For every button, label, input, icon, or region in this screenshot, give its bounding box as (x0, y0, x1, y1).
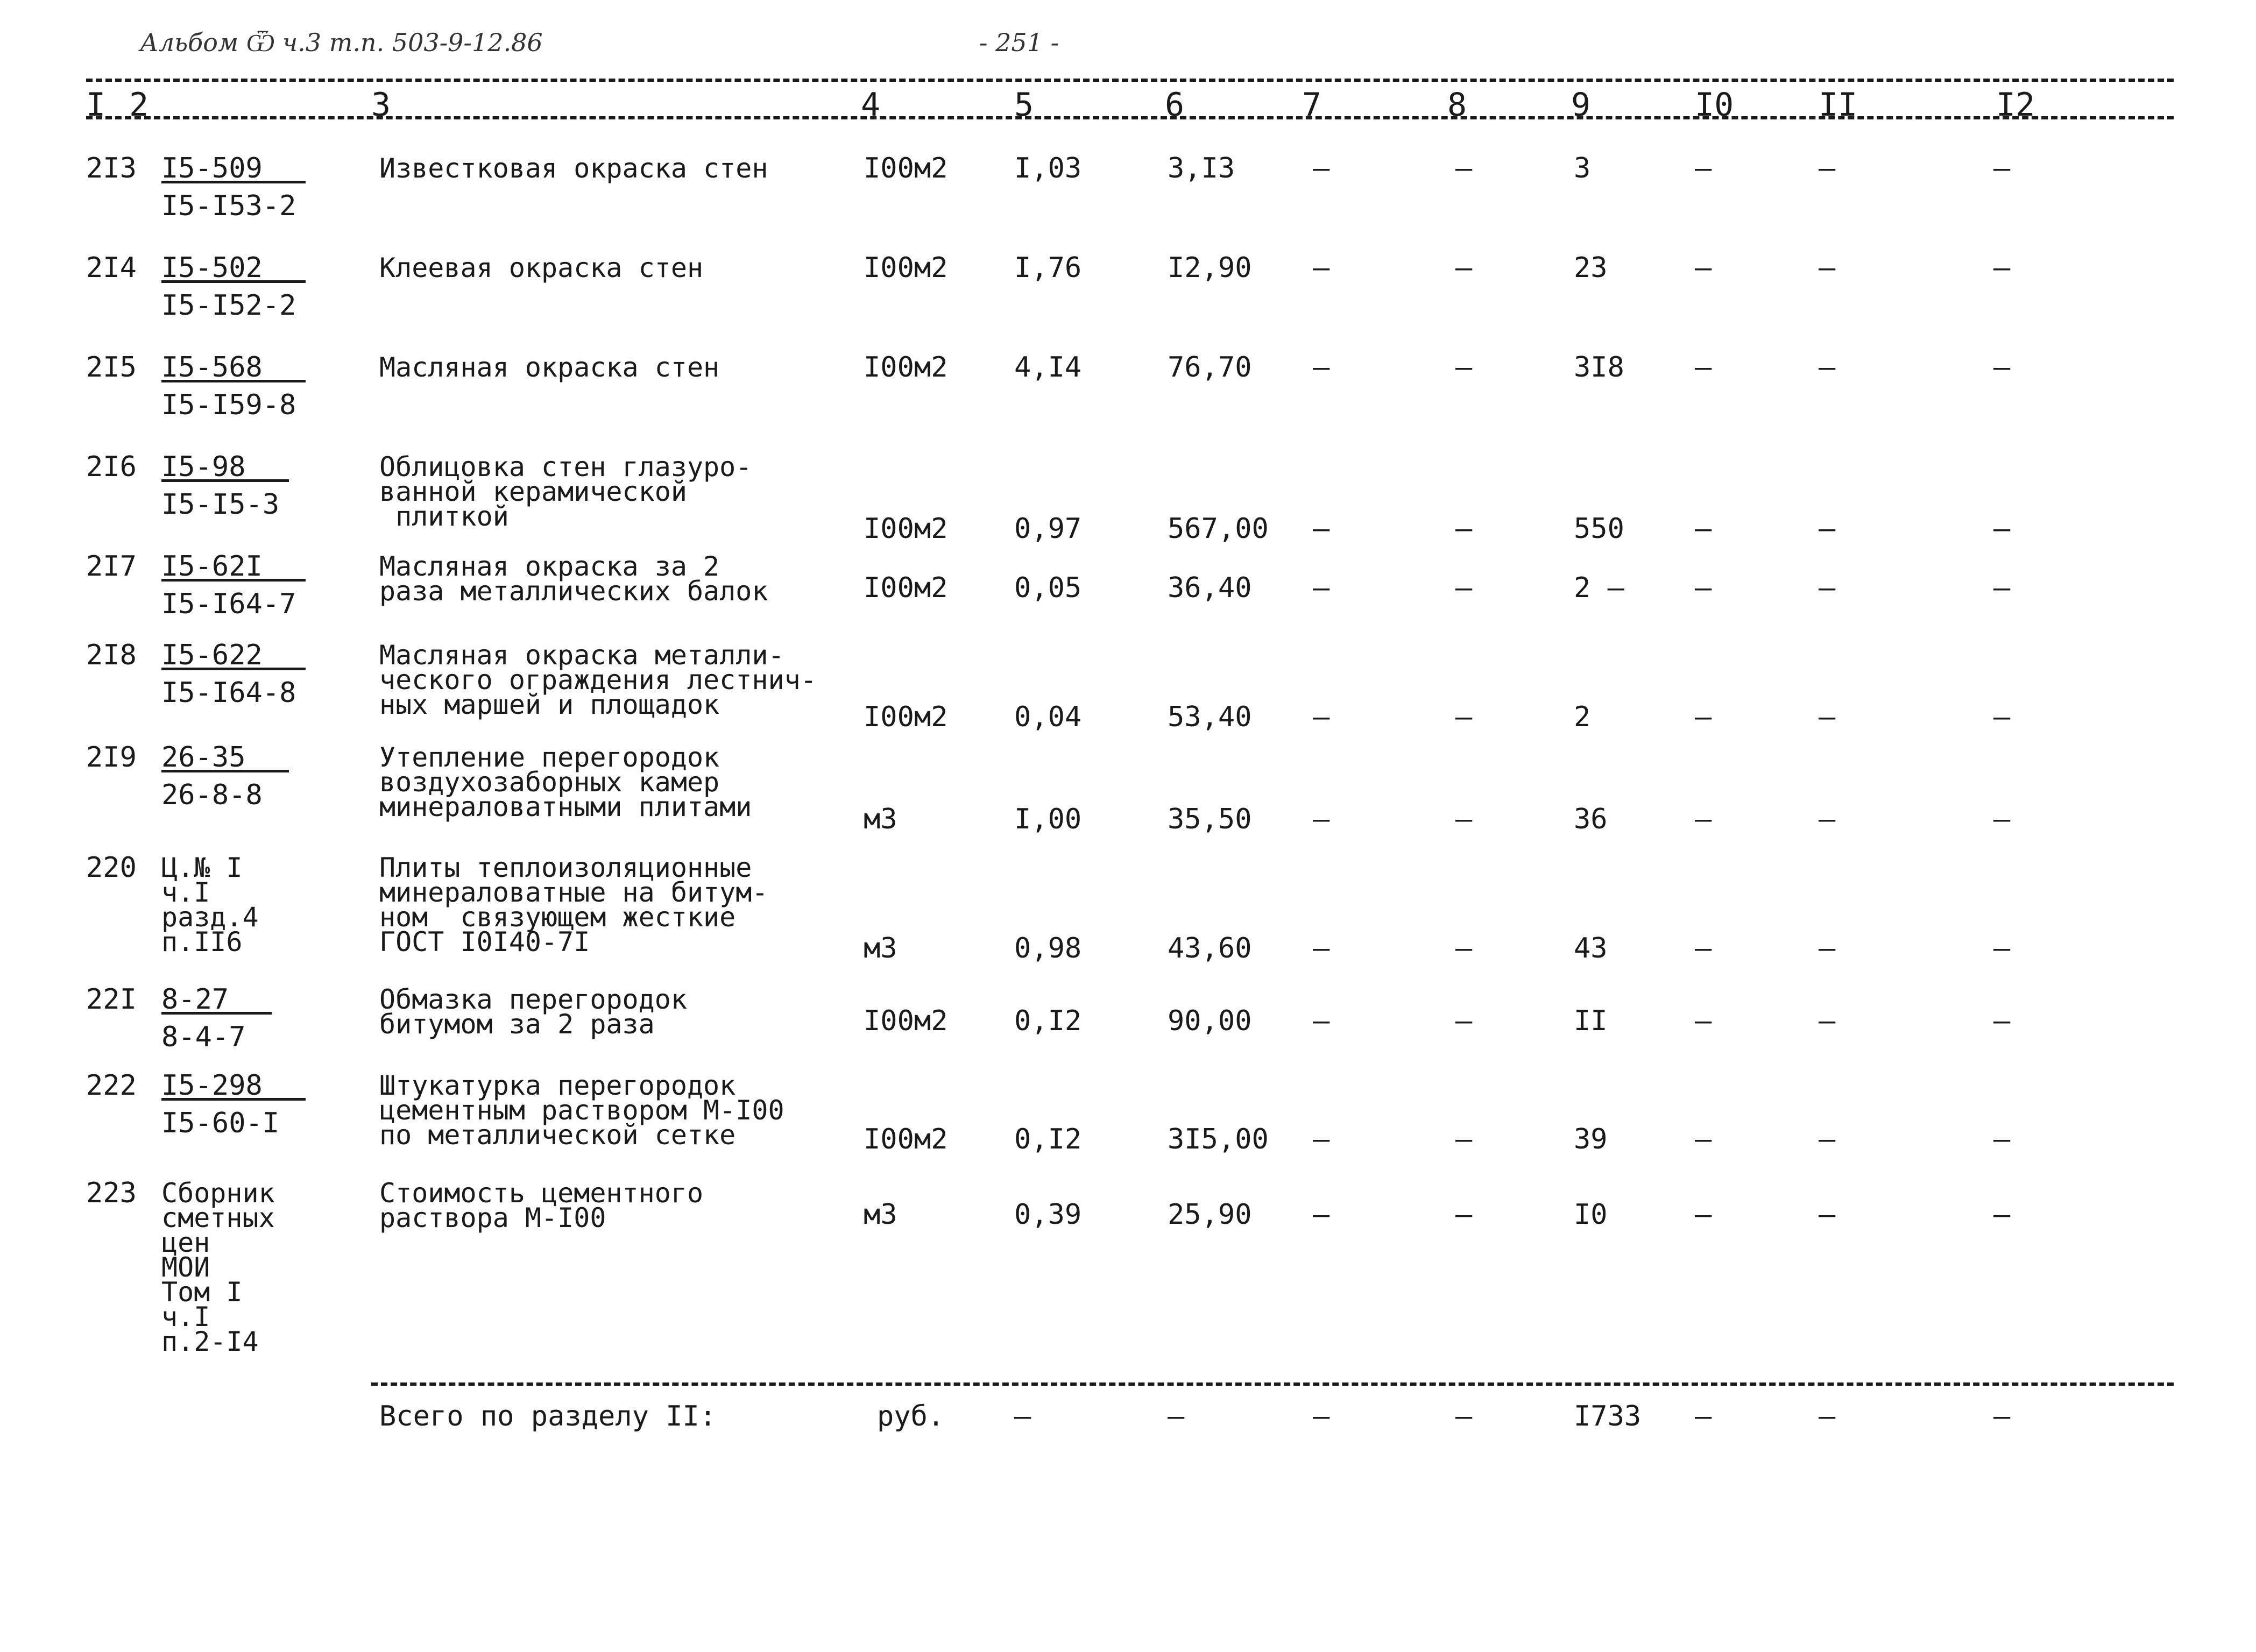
quantity-cell: 0,39 (1014, 1199, 1082, 1231)
norm-code: I5-98 (161, 455, 289, 482)
col8-cell: – (1455, 1005, 1473, 1037)
work-description: Масляная окраска за 2 раза металлических балок (379, 551, 768, 607)
norm-subcode: I5-60-I (161, 1107, 280, 1139)
unit-price-cell: 25,90 (1168, 1199, 1252, 1231)
total-col10: – (1695, 1400, 1712, 1433)
unit-price-cell: 567,00 (1168, 513, 1269, 545)
row-number: 223 (86, 1177, 137, 1209)
norm-subcode: I5-I53-2 (161, 190, 296, 222)
col11-cell: – (1819, 803, 1836, 835)
col9-cell: 2 (1574, 701, 1591, 733)
col8-cell: – (1455, 701, 1473, 733)
total-unit: руб. (877, 1400, 945, 1433)
norm-code: I5-62I (161, 554, 306, 582)
total-col12: – (1993, 1400, 2011, 1433)
col8-cell: – (1455, 572, 1473, 604)
norm-subcode: I5-I52-2 (161, 289, 296, 322)
album-reference: Альбом Ѿ ч.3 т.п. 503-9-12.86 (140, 28, 543, 57)
col7-cell: – (1313, 351, 1330, 384)
col9-cell: 2 – (1574, 572, 1624, 604)
unit-cell: I00м2 (864, 252, 948, 284)
unit-cell: I00м2 (864, 1123, 948, 1155)
row-number: 2I9 (86, 741, 137, 774)
norm-reference: Ц.№ I ч.I разд.4 п.II6 (161, 852, 259, 958)
unit-cell: м3 (864, 1199, 897, 1231)
col11-cell: – (1819, 252, 1836, 284)
col8-cell: – (1455, 351, 1473, 384)
norm-subcode: I5-I64-8 (161, 677, 296, 709)
row-number: 2I4 (86, 252, 137, 284)
total-col11: – (1819, 1400, 1836, 1433)
unit-price-cell: 36,40 (1168, 572, 1252, 604)
col11-cell: – (1819, 1123, 1836, 1155)
col12-cell: – (1993, 152, 2011, 185)
col11-cell: – (1819, 701, 1836, 733)
unit-price-cell: 90,00 (1168, 1005, 1252, 1037)
unit-cell: I00м2 (864, 513, 948, 545)
work-description: Обмазка перегородок битумом за 2 раза (379, 984, 687, 1040)
col11-cell: – (1819, 932, 1836, 965)
work-description: Масляная окраска металли- ческого ограждения лестнич- ных маршей и площадок (379, 640, 817, 720)
work-description: Стоимость цементного раствора М-I00 (379, 1178, 704, 1233)
col7-cell: – (1313, 1123, 1330, 1155)
col12-cell: – (1993, 1005, 2011, 1037)
col9-cell: 36 (1574, 803, 1608, 835)
row-number: 2I7 (86, 550, 137, 583)
col10-cell: – (1695, 701, 1712, 733)
column-header: 6 (1165, 86, 1185, 124)
work-description: Клеевая окраска стен (379, 252, 704, 283)
unit-price-cell: 76,70 (1168, 351, 1252, 384)
column-header: I2 (1996, 86, 2035, 124)
col8-cell: – (1455, 152, 1473, 185)
col7-cell: – (1313, 1005, 1330, 1037)
unit-price-cell: 53,40 (1168, 701, 1252, 733)
col10-cell: – (1695, 932, 1712, 965)
row-number: 2I6 (86, 451, 137, 483)
norm-subcode: I5-I59-8 (161, 389, 296, 421)
quantity-cell: I,00 (1014, 803, 1082, 835)
col7-cell: – (1313, 932, 1330, 965)
total-col9: I733 (1574, 1400, 1642, 1433)
norm-code: 8-27 (161, 987, 272, 1015)
header-rule-top (86, 79, 2174, 82)
quantity-cell: 0,98 (1014, 932, 1082, 965)
unit-price-cell: 35,50 (1168, 803, 1252, 835)
column-header: 4 (861, 86, 881, 124)
total-price: – (1168, 1400, 1185, 1433)
col12-cell: – (1993, 351, 2011, 384)
col8-cell: – (1455, 252, 1473, 284)
unit-price-cell: 43,60 (1168, 932, 1252, 965)
page-number: - 251 - (979, 28, 1059, 57)
quantity-cell: 0,I2 (1014, 1005, 1082, 1037)
col11-cell: – (1819, 152, 1836, 185)
column-header: 7 (1302, 86, 1322, 124)
quantity-cell: I,03 (1014, 152, 1082, 185)
col12-cell: – (1993, 1123, 2011, 1155)
unit-cell: I00м2 (864, 351, 948, 384)
work-description: Плиты теплоизоляционные минераловатные на битум- ном связующем жесткие ГОСТ I0I40-7I (379, 852, 768, 958)
col9-cell: 550 (1574, 513, 1624, 545)
unit-price-cell: 3I5,00 (1168, 1123, 1269, 1155)
column-header: I (86, 86, 106, 124)
column-header: 9 (1571, 86, 1591, 124)
work-description: Штукатурка перегородок цементным раствором М-I00 по металлической сетке (379, 1070, 784, 1151)
col9-cell: 23 (1574, 252, 1608, 284)
norm-code: 26-35 (161, 745, 289, 772)
col12-cell: – (1993, 252, 2011, 284)
unit-cell: I00м2 (864, 572, 948, 604)
col9-cell: 43 (1574, 932, 1608, 965)
column-header: 3 (371, 86, 391, 124)
column-header: I0 (1695, 86, 1734, 124)
col7-cell: – (1313, 1199, 1330, 1231)
norm-reference: Сборник сметных цен МОИ Том I ч.I п.2-I4 (161, 1178, 275, 1357)
norm-code: I5-622 (161, 643, 306, 670)
unit-cell: I00м2 (864, 701, 948, 733)
row-number: 2I5 (86, 351, 137, 384)
column-header: 2 (129, 86, 149, 124)
col12-cell: – (1993, 513, 2011, 545)
col7-cell: – (1313, 803, 1330, 835)
unit-cell: I00м2 (864, 152, 948, 185)
col12-cell: – (1993, 932, 2011, 965)
quantity-cell: 0,05 (1014, 572, 1082, 604)
row-number: 22I (86, 983, 137, 1016)
col12-cell: – (1993, 803, 2011, 835)
norm-subcode: I5-I5-3 (161, 488, 280, 521)
total-rule (371, 1382, 2174, 1386)
col8-cell: – (1455, 932, 1473, 965)
col11-cell: – (1819, 572, 1836, 604)
col12-cell: – (1993, 701, 2011, 733)
col10-cell: – (1695, 1005, 1712, 1037)
col10-cell: – (1695, 572, 1712, 604)
row-number: 222 (86, 1069, 137, 1102)
col11-cell: – (1819, 1005, 1836, 1037)
quantity-cell: 0,I2 (1014, 1123, 1082, 1155)
header-rule-bottom (86, 116, 2174, 119)
unit-price-cell: 3,I3 (1168, 152, 1235, 185)
norm-subcode: 8-4-7 (161, 1021, 246, 1053)
column-header: 5 (1014, 86, 1034, 124)
row-number: 2I3 (86, 152, 137, 185)
total-col8: – (1455, 1400, 1473, 1433)
col12-cell: – (1993, 572, 2011, 604)
work-description: Известковая окраска стен (379, 153, 768, 184)
col7-cell: – (1313, 152, 1330, 185)
work-description: Масляная окраска стен (379, 352, 720, 383)
unit-cell: м3 (864, 932, 897, 965)
quantity-cell: 0,04 (1014, 701, 1082, 733)
column-header: 8 (1447, 86, 1467, 124)
col9-cell: 3I8 (1574, 351, 1624, 384)
col7-cell: – (1313, 572, 1330, 604)
unit-cell: I00м2 (864, 1005, 948, 1037)
col8-cell: – (1455, 803, 1473, 835)
norm-code: I5-502 (161, 256, 306, 283)
col10-cell: – (1695, 1123, 1712, 1155)
col9-cell: II (1574, 1005, 1608, 1037)
col11-cell: – (1819, 351, 1836, 384)
col11-cell: – (1819, 1199, 1836, 1231)
col8-cell: – (1455, 1123, 1473, 1155)
quantity-cell: 0,97 (1014, 513, 1082, 545)
total-col7: – (1313, 1400, 1330, 1433)
quantity-cell: I,76 (1014, 252, 1082, 284)
col10-cell: – (1695, 513, 1712, 545)
norm-subcode: 26-8-8 (161, 779, 263, 811)
norm-code: I5-509 (161, 156, 306, 183)
work-description: Утепление перегородок воздухозаборных камер минераловатными плитами (379, 742, 752, 823)
col8-cell: – (1455, 1199, 1473, 1231)
unit-cell: м3 (864, 803, 897, 835)
col11-cell: – (1819, 513, 1836, 545)
col9-cell: I0 (1574, 1199, 1608, 1231)
col12-cell: – (1993, 1199, 2011, 1231)
work-description: Облицовка стен глазуро- ванной керамической плиткой (379, 451, 752, 532)
col7-cell: – (1313, 513, 1330, 545)
quantity-cell: 4,I4 (1014, 351, 1082, 384)
norm-subcode: I5-I64-7 (161, 588, 296, 620)
total-label: Всего по разделу II: (379, 1400, 717, 1433)
col10-cell: – (1695, 351, 1712, 384)
row-number: 220 (86, 852, 137, 884)
norm-code: I5-298 (161, 1073, 306, 1101)
col8-cell: – (1455, 513, 1473, 545)
norm-code: I5-568 (161, 355, 306, 382)
col9-cell: 3 (1574, 152, 1591, 185)
col9-cell: 39 (1574, 1123, 1608, 1155)
col10-cell: – (1695, 1199, 1712, 1231)
total-qty: – (1014, 1400, 1031, 1433)
col10-cell: – (1695, 803, 1712, 835)
col7-cell: – (1313, 701, 1330, 733)
col10-cell: – (1695, 252, 1712, 284)
column-header: II (1819, 86, 1858, 124)
col7-cell: – (1313, 252, 1330, 284)
unit-price-cell: I2,90 (1168, 252, 1252, 284)
col10-cell: – (1695, 152, 1712, 185)
row-number: 2I8 (86, 639, 137, 671)
